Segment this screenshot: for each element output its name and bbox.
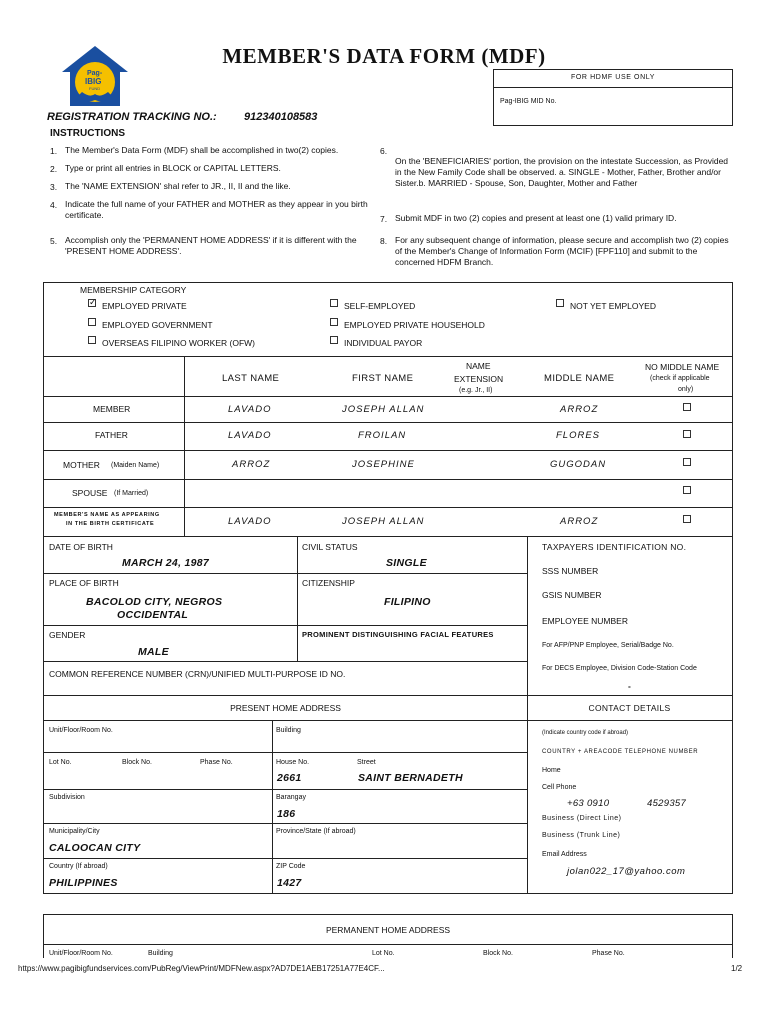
header-ext: EXTENSION xyxy=(454,374,504,384)
instruction-item: The Member's Data Form (MDF) shall be accomplished in two(2) copies. xyxy=(65,145,339,155)
decs-label: For DECS Employee, Division Code-Station Code xyxy=(542,665,697,672)
pob-label: PLACE OF BIRTH xyxy=(49,578,119,588)
checkbox-ofw[interactable] xyxy=(88,336,96,344)
tracking-label: REGISTRATION TRACKING NO.: xyxy=(47,111,217,123)
birthcert-first-name: JOSEPH ALLAN xyxy=(342,516,425,527)
present-address-heading: PRESENT HOME ADDRESS xyxy=(230,703,341,713)
street-value: SAINT BERNADETH xyxy=(358,772,463,784)
checkbox-employed-private-household[interactable] xyxy=(330,318,338,326)
hdmf-box-header: FOR HDMF USE ONLY xyxy=(571,74,655,81)
barangay-label: Barangay xyxy=(276,794,306,801)
instruction-item: On the 'BENEFICIARIES' portion, the provision on the intestate Succession, as Provided in the New Family Code shall be observed. a. SINGLE - Mother, Father, Brother and/or Sister.b. MARRIED - Spouse, Son, Daughter, Mother and Father xyxy=(395,156,729,188)
city-value: CALOOCAN CITY xyxy=(49,842,141,854)
instruction-num: 2. xyxy=(50,164,58,174)
email-value: jolan022_17@yahoo.com xyxy=(567,866,686,877)
membership-heading: MEMBERSHIP CATEGORY xyxy=(80,285,187,295)
father-last-name: LAVADO xyxy=(228,430,272,441)
checkbox-not-yet-employed[interactable] xyxy=(556,299,564,307)
dob-value: MARCH 24, 1987 xyxy=(122,557,210,569)
header-no-middle: (check if applicable xyxy=(650,375,710,382)
checkbox-individual-payor[interactable] xyxy=(330,336,338,344)
dob-label: DATE OF BIRTH xyxy=(49,542,113,552)
barangay-value: 186 xyxy=(277,808,296,820)
tracking-number: 912340108583 xyxy=(244,111,318,123)
father-middle-name: FLORES xyxy=(556,430,601,441)
subdivision-label: Subdivision xyxy=(49,794,85,801)
civil-status-label: CIVIL STATUS xyxy=(302,542,358,552)
instruction-num: 1. xyxy=(50,146,58,156)
option-label: SELF-EMPLOYED xyxy=(344,301,416,311)
tin-label: TAXPAYERS IDENTIFICATION NO. xyxy=(542,542,687,552)
row-label-father: FATHER xyxy=(95,430,128,440)
contact-format: COUNTRY + AREACODE TELEPHONE NUMBER xyxy=(542,749,699,755)
email-label: Email Address xyxy=(542,851,587,858)
row-label-member: MEMBER xyxy=(93,404,131,414)
country-value: PHILIPPINES xyxy=(49,877,118,889)
mother-last-name: ARROZ xyxy=(232,459,271,470)
option-label: INDIVIDUAL PAYOR xyxy=(344,338,423,348)
instruction-num: 6. xyxy=(380,146,388,156)
pob-value: BACOLOD CITY, NEGROS xyxy=(86,596,223,608)
perm-block-label: Block No. xyxy=(483,950,513,957)
unit-label: Unit/Floor/Room No. xyxy=(49,727,113,734)
instruction-item: Submit MDF in two (2) copies and present at least one (1) valid primary ID. xyxy=(395,213,677,223)
zip-value: 1427 xyxy=(277,877,302,889)
instruction-num: 8. xyxy=(380,236,388,246)
house-value: 2661 xyxy=(277,772,302,784)
gsis-label: GSIS NUMBER xyxy=(542,590,602,600)
header-ext: (e.g. Jr., II) xyxy=(459,387,493,394)
row-label-birthcert: IN THE BIRTH CERTIFICATE xyxy=(66,521,155,527)
row-label-spouse: SPOUSE xyxy=(72,488,108,498)
option-label: EMPLOYED PRIVATE HOUSEHOLD xyxy=(344,320,485,330)
footer-url[interactable]: https://www.pagibigfundservices.com/PubReg/ViewPrint/MDFNew.aspx?AD7DE1AEB17251A77E4CF... xyxy=(18,964,385,973)
citizenship-value: FILIPINO xyxy=(384,596,431,608)
perm-lot-label: Lot No. xyxy=(372,950,395,957)
city-label: Municipality/City xyxy=(49,828,100,835)
option-label: EMPLOYED PRIVATE xyxy=(102,301,187,311)
zip-label: ZIP Code xyxy=(276,863,306,870)
home-phone-label: Home xyxy=(542,767,561,774)
cell-phone-label: Cell Phone xyxy=(542,784,577,791)
perm-phase-label: Phase No. xyxy=(592,950,625,957)
row-label-mother: MOTHER xyxy=(63,460,100,470)
instruction-num: 4. xyxy=(50,200,58,210)
mother-first-name: JOSEPHINE xyxy=(352,459,415,470)
contact-details-heading: CONTACT DETAILS xyxy=(588,703,671,713)
checkbox-employed-government[interactable] xyxy=(88,318,96,326)
header-middle-name: MIDDLE NAME xyxy=(544,373,615,384)
header-last-name: LAST NAME xyxy=(222,373,280,384)
mother-middle-name: GUGODAN xyxy=(550,459,607,470)
instruction-num: 7. xyxy=(380,214,388,224)
perm-building-label: Building xyxy=(148,950,173,957)
member-middle-name: ARROZ xyxy=(560,404,599,415)
instruction-item: Type or print all entries in BLOCK or CAPITAL LETTERS. xyxy=(65,163,281,173)
decs-value: - xyxy=(628,681,631,691)
street-label: Street xyxy=(357,759,376,766)
row-label-birthcert: MEMBER'S NAME AS APPEARING xyxy=(54,512,160,518)
civil-status-value: SINGLE xyxy=(386,557,427,569)
permanent-address-heading: PERMANENT HOME ADDRESS xyxy=(325,925,451,935)
birthcert-no-middle-checkbox[interactable] xyxy=(683,515,691,523)
block-label: Block No. xyxy=(122,759,152,766)
cell-number-value: 4529357 xyxy=(647,798,687,809)
logo-text-top: Pag- xyxy=(87,70,103,77)
sss-label: SSS NUMBER xyxy=(542,566,599,576)
hdmf-mid-label: Pag-IBIG MID No. xyxy=(500,98,557,105)
row-label-note: (Maiden Name) xyxy=(111,462,160,469)
business-direct-label: Business (Direct Line) xyxy=(542,815,622,822)
page-title: MEMBER'S DATA FORM (MDF) xyxy=(222,44,546,68)
footer-page-number: 1/2 xyxy=(731,964,743,973)
province-label: Province/State (If abroad) xyxy=(276,828,356,835)
perm-unit-label: Unit/Floor/Room No. xyxy=(49,950,113,957)
header-no-middle: only) xyxy=(678,386,694,393)
cell-code-value: +63 0910 xyxy=(567,798,610,809)
house-label: House No. xyxy=(276,759,310,766)
instruction-item: Accomplish only the 'PERMANENT HOME ADDRESS' if it is different with the 'PRESENT HOME ADDRESS'. xyxy=(65,235,357,256)
option-label: OVERSEAS FILIPINO WORKER (OFW) xyxy=(102,338,256,348)
citizenship-label: CITIZENSHIP xyxy=(302,578,355,588)
logo-text-mid: IBIG xyxy=(85,77,102,86)
gender-value: MALE xyxy=(138,646,169,658)
member-last-name: LAVADO xyxy=(228,404,272,415)
business-trunk-label: Business (Trunk Line) xyxy=(542,832,621,839)
features-label: PROMINENT DISTINGUISHING FACIAL FEATURES xyxy=(302,630,494,639)
checkbox-self-employed[interactable] xyxy=(330,299,338,307)
father-no-middle-checkbox[interactable] xyxy=(683,430,691,438)
instruction-num: 5. xyxy=(50,236,58,246)
lot-label: Lot No. xyxy=(49,759,72,766)
member-first-name: JOSEPH ALLAN xyxy=(342,404,425,415)
mother-no-middle-checkbox[interactable] xyxy=(683,458,691,466)
building-label: Building xyxy=(276,727,301,734)
pob-value: OCCIDENTAL xyxy=(117,609,189,621)
logo-text-bot: FUND xyxy=(89,86,101,91)
instructions-heading: INSTRUCTIONS xyxy=(50,128,125,139)
member-no-middle-checkbox[interactable] xyxy=(683,403,691,411)
gender-label: GENDER xyxy=(49,630,86,640)
birthcert-middle-name: ARROZ xyxy=(560,516,599,527)
header-first-name: FIRST NAME xyxy=(352,373,414,384)
afp-label: For AFP/PNP Employee, Serial/Badge No. xyxy=(542,642,674,649)
birthcert-last-name: LAVADO xyxy=(228,516,272,527)
country-label: Country (If abroad) xyxy=(49,863,108,870)
header-no-middle: NO MIDDLE NAME xyxy=(645,362,720,372)
instruction-item: Indicate the full name of your FATHER and MOTHER as they appear in you birth certificate. xyxy=(65,199,368,220)
option-label: EMPLOYED GOVERNMENT xyxy=(102,320,213,330)
crn-label: COMMON REFERENCE NUMBER (CRN)/UNIFIED MULTI-PURPOSE ID NO. xyxy=(49,669,346,679)
header-ext: NAME xyxy=(466,361,491,371)
phase-label: Phase No. xyxy=(200,759,233,766)
contact-note: (Indicate country code if abroad) xyxy=(542,730,629,736)
row-label-note: (If Married) xyxy=(114,490,149,497)
option-label: NOT YET EMPLOYED xyxy=(570,301,656,311)
spouse-no-middle-checkbox[interactable] xyxy=(683,486,691,494)
employee-number-label: EMPLOYEE NUMBER xyxy=(542,616,628,626)
father-first-name: FROILAN xyxy=(358,430,407,441)
instruction-item: For any subsequent change of information, please secure and accomplish two (2) copies of the Member's Change of Information Form (MCIF) [FPF110] and submit to the concerned HDFM Branch. xyxy=(395,235,729,267)
instruction-item: The 'NAME EXTENSION' shal refer to JR., II, II and the like. xyxy=(65,181,291,191)
instruction-num: 3. xyxy=(50,182,58,192)
checkbox-employed-private[interactable] xyxy=(88,299,96,307)
